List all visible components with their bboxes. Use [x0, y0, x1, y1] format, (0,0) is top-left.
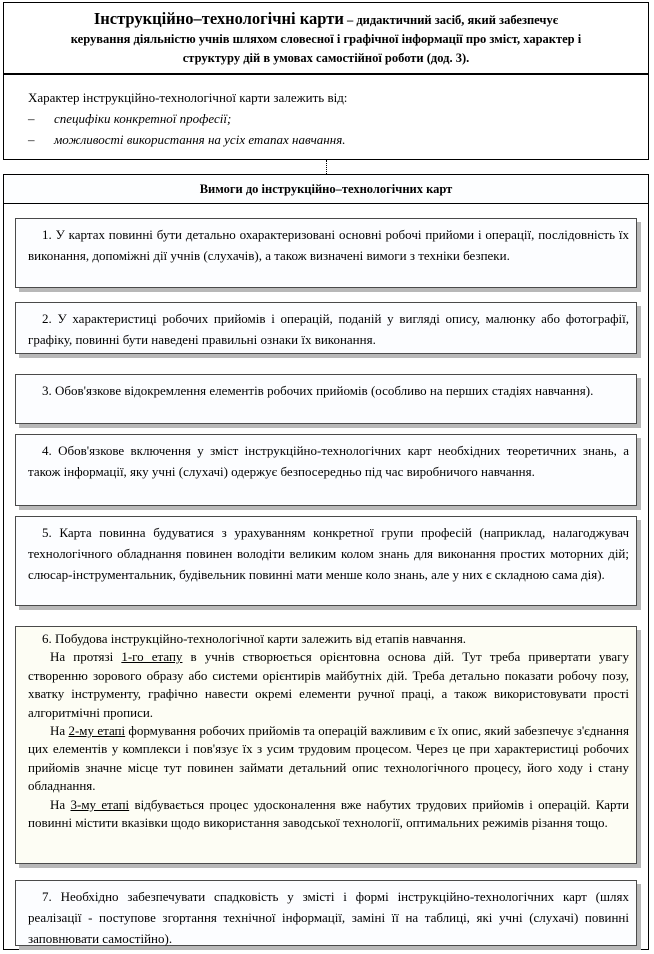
- requirement-6: [15, 626, 637, 864]
- title-heading: Інструкційно–технологічні карти: [93, 9, 344, 28]
- requirement-5: [15, 516, 637, 606]
- dash-bullet: –: [28, 111, 35, 126]
- stage-1-text: в учнів створюється орієнтовна основа дій. Тут треба привертати увагу створенню зорового образу або системи орієнтирів майбутніх дій. Треба детально показати робочу позу, хватку інструменту, графічно навести окремі елементи ручної праці, а також використовувати прості алгоритмічні прописи.: [28, 649, 629, 720]
- intro-item-text: можливості використання на усіх етапах навчання.: [54, 132, 346, 147]
- intro-lead: Характер інструкційно-технологічної карти залежить від:: [28, 90, 348, 105]
- intro-item: [28, 108, 638, 129]
- intro-item-text: специфіки конкретної професії;: [54, 111, 232, 126]
- requirement-4: [15, 434, 637, 506]
- stage-2-pre: На: [50, 723, 69, 739]
- requirement-3: [15, 374, 637, 424]
- title-line-1: [12, 9, 640, 30]
- stage-1-paragraph: [28, 648, 629, 722]
- requirement-1: [15, 218, 637, 288]
- intro-item: [28, 129, 638, 150]
- stage-2-paragraph: [28, 722, 629, 796]
- dash-bullet: –: [28, 132, 35, 147]
- requirement-text: 7. Необхідно забезпечувати спадковість у змісті і формі інструкційно-технологічних карт (шлях реалізації - поступове згортання технічної інформації, заміні її на таблиці, які учні (слухачі) повинні заповнювати самостійно).: [28, 889, 629, 946]
- title-definition-1: – дидактичний засіб, який забезпечує: [343, 13, 559, 27]
- title-box: [3, 2, 649, 74]
- requirement-text: 1. У картах повинні бути детально охарактеризовані основні робочі прийоми і операції, послідовність їх виконання, допоміжні дії учнів (слухачів), а також визначені вимоги з техніки безпеки.: [28, 227, 629, 263]
- title-definition-3: структуру дій в умовах самостійної роботи (дод. 3).: [182, 51, 470, 65]
- stage-3-pre: На: [50, 796, 71, 812]
- stage-2-label: 2-му етапі: [68, 723, 126, 739]
- stage-3-paragraph: [28, 796, 629, 833]
- requirement-2: [15, 302, 637, 354]
- requirement-text: 2. У характеристиці робочих прийомів і операцій, поданій у вигляді опису, малюнку або фотографії, графіку, повинні бути наведені правильні ознаки їх виконання.: [28, 311, 629, 347]
- title-definition-2: керування діяльністю учнів шляхом словесної і графічної інформації про зміст, характер і: [70, 32, 582, 46]
- stage-2-text: формування робочих прийомів та операцій важливим є їх опис, який забезпечує з'єднання цих елементів у комплекси і пов'язує їх з усим трудовим процесом. Через це при характеристиці робочих прийомів значне місце тут повинен займати детальний опис технологічного процесу, його ходу і стану обладнання.: [28, 723, 629, 794]
- stage-1-pre: На протязі: [50, 649, 122, 665]
- connector-line: [326, 160, 327, 174]
- stage-3-text: відбувається процес удосконалення вже набутих трудових прийомів і операцій. Карти повинні містити вказівки щодо використання заводської технології, оптимальних режимів різання тощо.: [28, 796, 629, 831]
- requirements-header: Вимоги до інструкційно–технологічних карт: [3, 174, 649, 204]
- stage-3-label: 3-му етапі: [70, 796, 130, 812]
- stage-1-label: 1-го етапу: [121, 649, 183, 665]
- requirement-6-intro: 6. Побудова інструкційно-технологічної карти залежить від етапів навчання.: [42, 631, 467, 646]
- requirement-text: 3. Обов'язкове відокремлення елементів робочих прийомів (особливо на перших стадіях навчання).: [42, 383, 594, 398]
- requirement-text: 4. Обов'язкове включення у зміст інструкційно-технологічних карт необхідних теоретичних знань, а також інформації, яку учні (слухачі) одержує безпосередньо під час виробничого навчання.: [28, 443, 629, 479]
- requirement-text: 5. Карта повинна будуватися з урахуванням конкретної групи професій (наприклад, налагоджувач технологічного обладнання повинен володіти великим колом знань для виконання простих моторних дій; слюсар-інструментальник, будівельник повинні мати менше коло знань, але у них є складною сама дія).: [28, 525, 629, 582]
- requirement-7: [15, 880, 637, 946]
- intro-box: [3, 74, 649, 160]
